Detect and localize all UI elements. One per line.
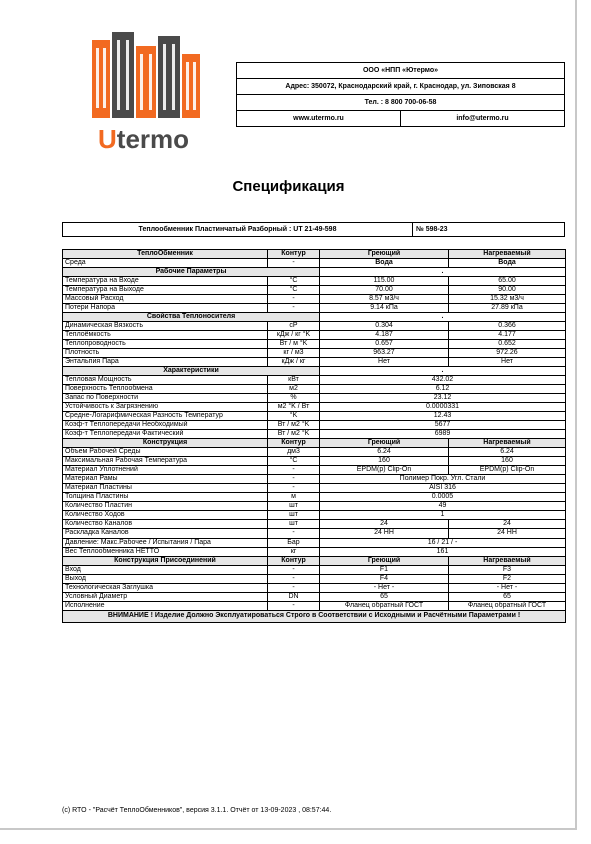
row-unit: Бар xyxy=(268,538,320,547)
row-unit: - xyxy=(268,304,320,313)
row-label: Вход xyxy=(63,565,268,574)
model-table xyxy=(62,222,565,237)
row-unit: Вт / м °K xyxy=(268,340,320,349)
table-row xyxy=(63,349,566,358)
row-cold: 90.00 xyxy=(449,286,566,295)
svg-text:Utermo xyxy=(98,124,189,154)
table-row xyxy=(63,583,566,592)
row-unit: - xyxy=(268,484,320,493)
row-value: 6989 xyxy=(320,430,566,439)
row-label: Максимальная Рабочая Температура xyxy=(63,457,268,466)
table-row xyxy=(63,475,566,484)
row-unit: кВт xyxy=(268,376,320,385)
row-cold: Фланец обратный ГОСТ xyxy=(449,601,566,610)
row-hot: 65 xyxy=(320,592,449,601)
header-hot: Греющий xyxy=(320,250,449,259)
row-label: Коэф-т Теплопередачи Фактический xyxy=(63,430,268,439)
table-row xyxy=(63,286,566,295)
row-cold: 65.00 xyxy=(449,277,566,286)
spec-table xyxy=(62,249,566,623)
row-unit: - xyxy=(268,466,320,475)
row-unit: кг / м3 xyxy=(268,349,320,358)
row-unit: - xyxy=(268,529,320,538)
row-label: Энтальпия Пара xyxy=(63,358,268,367)
row-unit: DN xyxy=(268,592,320,601)
row-value: 161 xyxy=(320,547,566,556)
row-label: Исполнение xyxy=(63,601,268,610)
row-label: Температура на Входе xyxy=(63,277,268,286)
header-circuit: Контур xyxy=(268,250,320,259)
row-label: Теплоёмкость xyxy=(63,331,268,340)
row-label: Запас по Поверхности xyxy=(63,394,268,403)
row-label: Выход xyxy=(63,574,268,583)
table-row xyxy=(63,538,566,547)
row-label: Количество Каналов xyxy=(63,520,268,529)
row-cold: 65 xyxy=(449,592,566,601)
table-row xyxy=(63,466,566,475)
table-row xyxy=(63,376,566,385)
row-cold: 0.652 xyxy=(449,340,566,349)
row-unit: - xyxy=(268,475,320,484)
row-label: Материал Уплотнений xyxy=(63,466,268,475)
row-cold: Нет xyxy=(449,358,566,367)
row-cold: 0.366 xyxy=(449,322,566,331)
section-characteristics xyxy=(63,367,566,376)
row-label: Технологическая Заглушка xyxy=(63,583,268,592)
row-value: Полимер Покр. Угл. Стали xyxy=(320,475,566,484)
table-row xyxy=(63,331,566,340)
table-row xyxy=(63,457,566,466)
row-hot: 0.657 xyxy=(320,340,449,349)
row-label: Устойчивость к Загрязнению xyxy=(63,403,268,412)
section-title: Рабочие Параметры xyxy=(63,268,320,277)
company-phone: Тел. : 8 800 700-06-58 xyxy=(237,95,565,111)
section-title: Характеристики xyxy=(63,367,320,376)
section-title: Конструкция xyxy=(63,439,268,448)
row-label: Динамическая Вязкость xyxy=(63,322,268,331)
table-row xyxy=(63,340,566,349)
row-cold: EPDM(p) Clip-On xyxy=(449,466,566,475)
row-unit: °C xyxy=(268,277,320,286)
row-hot: F4 xyxy=(320,574,449,583)
row-unit: шт xyxy=(268,502,320,511)
row-unit: кДж / кг °K xyxy=(268,331,320,340)
row-hot: 963.27 xyxy=(320,349,449,358)
company-email[interactable]: info@utermo.ru xyxy=(401,111,565,127)
row-unit: °K xyxy=(268,412,320,421)
row-label: Массовый Расход xyxy=(63,295,268,304)
table-row xyxy=(63,601,566,610)
row-unit: - xyxy=(268,565,320,574)
row-unit: °C xyxy=(268,286,320,295)
row-unit: - xyxy=(268,583,320,592)
row-label: Тепловая Мощность xyxy=(63,376,268,385)
row-hot: 4.187 xyxy=(320,331,449,340)
row-value: 0.0000331 xyxy=(320,403,566,412)
section-col-hot: Греющий xyxy=(320,556,449,565)
row-hot: 8.57 м3/ч xyxy=(320,295,449,304)
section-col-hot: Греющий xyxy=(320,439,449,448)
row-unit: - xyxy=(268,601,320,610)
table-row xyxy=(63,304,566,313)
row-hot: 24 HH xyxy=(320,529,449,538)
logo-buildings-icon xyxy=(92,28,208,154)
row-hot: Вода xyxy=(320,259,449,268)
table-row xyxy=(63,403,566,412)
row-hot: F1 xyxy=(320,565,449,574)
row-cold: Вода xyxy=(449,259,566,268)
table-row xyxy=(63,295,566,304)
row-value: 23.12 xyxy=(320,394,566,403)
table-row xyxy=(63,358,566,367)
row-hot: Нет xyxy=(320,358,449,367)
row-value: 16 / 21 / - xyxy=(320,538,566,547)
row-cold: F3 xyxy=(449,565,566,574)
table-row xyxy=(63,421,566,430)
header-cold: Нагреваемый xyxy=(449,250,566,259)
row-unit: % xyxy=(268,394,320,403)
row-label: Температура на Выходе xyxy=(63,286,268,295)
table-row xyxy=(63,385,566,394)
section-coolant-props xyxy=(63,313,566,322)
logo-letter-u: U xyxy=(98,124,117,154)
row-hot: 160 xyxy=(320,457,449,466)
table-row xyxy=(63,565,566,574)
table-row xyxy=(63,277,566,286)
model-number: № 598-23 xyxy=(413,223,565,237)
footer-text: (c) RTO - "Расчёт ТеплоОбменников", версия 3.1.1. Отчёт от 13-09-2023 , 08:57:44. xyxy=(62,807,332,814)
row-value: 1 xyxy=(320,511,566,520)
row-hot: 0.304 xyxy=(320,322,449,331)
table-row xyxy=(63,547,566,556)
row-hot: 6.24 xyxy=(320,448,449,457)
row-label: Теплопроводность xyxy=(63,340,268,349)
row-hot: 115.00 xyxy=(320,277,449,286)
company-info-table xyxy=(236,62,565,127)
row-label: Поверхность Теплообмена xyxy=(63,385,268,394)
row-hot: 9.14 кПа xyxy=(320,304,449,313)
table-row xyxy=(63,592,566,601)
row-value: 0.0005 xyxy=(320,493,566,502)
row-label: Материал Рамы xyxy=(63,475,268,484)
row-value: AISI 316 xyxy=(320,484,566,493)
section-col-circuit: Контур xyxy=(268,439,320,448)
row-cold: 4.177 xyxy=(449,331,566,340)
row-unit: - xyxy=(268,295,320,304)
row-hot: - Нет - xyxy=(320,583,449,592)
table-row xyxy=(63,520,566,529)
table-row xyxy=(63,493,566,502)
row-label: Плотность xyxy=(63,349,268,358)
row-label: Давление: Макс.Рабочее / Испытания / Пара xyxy=(63,538,268,547)
table-row xyxy=(63,484,566,493)
row-hot: 24 xyxy=(320,520,449,529)
section-title: Свойства Теплоносителя xyxy=(63,313,320,322)
row-cold: 24 HH xyxy=(449,529,566,538)
table-row xyxy=(63,448,566,457)
row-unit: м2 xyxy=(268,385,320,394)
table-row xyxy=(63,529,566,538)
row-unit: м xyxy=(268,493,320,502)
section-title: Конструкция Присоединений xyxy=(63,556,268,565)
row-unit: - xyxy=(268,259,320,268)
section-col-cold: Нагреваемый xyxy=(449,556,566,565)
row-hot: EPDM(p) Clip-On xyxy=(320,466,449,475)
row-label: Раскладка Каналов xyxy=(63,529,268,538)
row-unit: шт xyxy=(268,511,320,520)
company-address: Адрес: 350072, Краснодарский край, г. Краснодар, ул. Зиповская 8 xyxy=(237,79,565,95)
row-label: Коэф-т Теплопередачи Необходимый xyxy=(63,421,268,430)
company-name: ООО «НПП «Ютермо» xyxy=(237,63,565,79)
row-value: 5677 xyxy=(320,421,566,430)
warning-row xyxy=(63,610,566,622)
row-unit: м2 °K / Вт xyxy=(268,403,320,412)
row-cold: 6.24 xyxy=(449,448,566,457)
row-label: Среда xyxy=(63,259,268,268)
row-cold: F2 xyxy=(449,574,566,583)
row-label: Количество Ходов xyxy=(63,511,268,520)
row-cold: 972.26 xyxy=(449,349,566,358)
spec-header-row xyxy=(63,250,566,259)
table-row xyxy=(63,430,566,439)
logo-word-rest: termo xyxy=(116,124,190,154)
table-row xyxy=(63,412,566,421)
section-blank: . xyxy=(320,268,566,277)
row-unit: дм3 xyxy=(268,448,320,457)
table-row xyxy=(63,502,566,511)
table-row xyxy=(63,322,566,331)
row-label: Условный Диаметр xyxy=(63,592,268,601)
row-label: Объем Рабочей Среды xyxy=(63,448,268,457)
row-label: Толщина Пластины xyxy=(63,493,268,502)
medium-row xyxy=(63,259,566,268)
row-hot: 70.00 xyxy=(320,286,449,295)
section-work-params xyxy=(63,268,566,277)
table-row xyxy=(63,574,566,583)
row-unit: - xyxy=(268,574,320,583)
page-title: Спецификация xyxy=(232,178,345,195)
row-unit: кДж / кг xyxy=(268,358,320,367)
company-logo xyxy=(92,28,208,154)
section-blank: . xyxy=(320,367,566,376)
model-name: Теплообменник Пластинчатый Разборный : UT 21-49-598 xyxy=(63,223,413,237)
table-row xyxy=(63,394,566,403)
section-blank: . xyxy=(320,313,566,322)
row-cold: 24 xyxy=(449,520,566,529)
table-row xyxy=(63,511,566,520)
row-value: 49 xyxy=(320,502,566,511)
row-label: Количество Пластин xyxy=(63,502,268,511)
row-unit: Вт / м2 °K xyxy=(268,421,320,430)
row-label: Средне-Логарифмическая Разность Температур xyxy=(63,412,268,421)
section-col-circuit: Контур xyxy=(268,556,320,565)
row-hot: Фланец обратный ГОСТ xyxy=(320,601,449,610)
row-unit: шт xyxy=(268,520,320,529)
row-value: 6.12 xyxy=(320,385,566,394)
row-cold: 15.32 м3/ч xyxy=(449,295,566,304)
row-unit: Вт / м2 °K xyxy=(268,430,320,439)
row-value: 12.43 xyxy=(320,412,566,421)
header-exchanger: ТеплоОбменник xyxy=(63,250,268,259)
section-connections xyxy=(63,556,566,565)
warning-text: ВНИМАНИЕ ! Изделие Должно Эксплуатироваться Строго в Соответствии с Исходными и Расчётными Параметрами ! xyxy=(63,610,566,622)
row-value: 432.02 xyxy=(320,376,566,385)
row-cold: - Нет - xyxy=(449,583,566,592)
section-construction xyxy=(63,439,566,448)
row-cold: 160 xyxy=(449,457,566,466)
row-cold: 27.89 кПа xyxy=(449,304,566,313)
row-label: Вес Теплообменника НЕТТО xyxy=(63,547,268,556)
row-unit: °C xyxy=(268,457,320,466)
row-unit: cP xyxy=(268,322,320,331)
row-unit: кг xyxy=(268,547,320,556)
row-label: Потери Напора xyxy=(63,304,268,313)
company-website[interactable]: www.utermo.ru xyxy=(237,111,401,127)
row-label: Материал Пластины xyxy=(63,484,268,493)
section-col-cold: Нагреваемый xyxy=(449,439,566,448)
